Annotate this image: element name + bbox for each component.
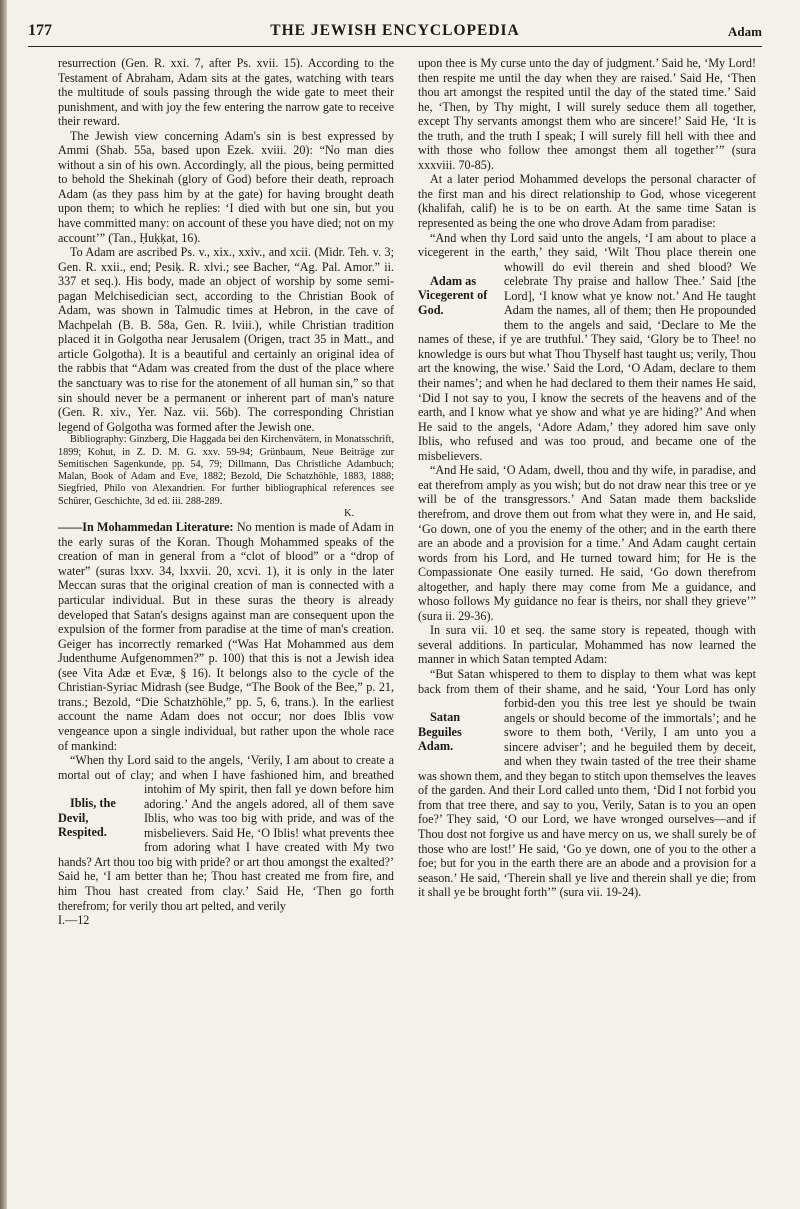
paragraph-text: “When thy Lord said to the angels, ‘Verily, I am about to create a mortal out of clay; and when I have fashioned him, and breathed into [58, 753, 394, 797]
side-note: Iblis, the Devil, Respited. [58, 796, 116, 840]
author-signature: K. [344, 508, 354, 519]
signature-mark: I.—12 [58, 913, 90, 928]
bibliography: Bibliography: Ginzberg, Die Haggada bei den Kirchenvätern, in Monatsschrift, 1899; Kohut, in Z. D. M. G. xxv. 59-94; Grünbaum, Neue Beiträge zur Semitischen Sagenkunde, pp. 54, 79; Dillmann, Das Christliche Adambuch; Malan, Book of Adam and Eve, 1882; Bezold, Die Schatzhöhle, 1883, 1888; Siegfried, Philo von Alexandrien. For further bibliographical references see Schürer, Geschichte, 3d ed. iii. 288-289. [58, 434, 394, 507]
side-note: Satan Beguiles Adam. [418, 710, 462, 754]
paragraph-text: den you this tree lest ye should be twain angels or should become of the immortals’; and he swore to them both, ‘Verily, I am unto you a sincere adviser’; and he beguiled them by deceit, and when they twain tasted of the tree their shame was shown them, and they began to stitch upon themselves the leaves of the garden. And their Lord called unto them, ‘Did I not forbid you from that tree there, and say to you, Verily, Satan is to you an open foe?’ They said, ‘O our Lord, we have wronged ourselves—and if Thou dost not forgive us and have mercy on us, we shall surely be of those who are lost!’ He said, ‘Go ye down, one of you to the other a foe; but for you in the earth there are an abode and a provision for a season.’ He said, ‘Therein shall ye live and therein shall ye die; from it shall ye be brought forth’” (sura vii. 19-24). [418, 696, 756, 900]
paragraph: The Jewish view concerning Adam's sin is best expressed by Ammi (Shab. 55a, based upon Ezek. xviii. 20): “No man dies without a sin of his own. Accordingly, all the pious, being permitted to behold the Shekinah (glory of God) before their death, reproach Adam (as they pass him by at the gate) for having brought death upon them; to which he replies: ‘I died with but one sin, but you have committed many: on account of these you have died; not on my account’” (Tan., Ḥuḳḳat, 16). [58, 128, 394, 245]
page-number: 177 [28, 22, 52, 39]
paragraph: resurrection (Gen. R. xxi. 7, after Ps. xvii. 15). According to the Testament of Abraham, Adam sits at the gates, watching with tears the multitude of souls passing through the wide gate to meet their punishment, and with joy the few entering the narrow gate to receive their reward. [58, 56, 394, 129]
paragraph [418, 231, 756, 464]
paragraph: In sura vii. 10 et seq. the same story is repeated, though with several additions. In particular, Mohammed has now learned the manner in which Satan tempted Adam: [418, 623, 756, 667]
book-title: THE JEWISH ENCYCLOPEDIA [270, 22, 520, 39]
paragraph: upon thee is My curse unto the day of judgment.’ Said he, ‘My Lord! then respite me until the day when they are raised.’ Said He, ‘Then thou art amongst the respited until the day of the stated time.’ Said he, ‘Then, by Thy might, I will surely seduce them all together, except Thy servants amongst them who are sincere!’ Said He, ‘It is the truth, and the truth I speak; I will surely fill hell with thee and with those who follow thee amongst them all together’” (sura xxxviii. 70-85). [418, 56, 756, 172]
right-column [418, 56, 756, 900]
paragraph [58, 753, 394, 913]
left-column [58, 56, 394, 928]
page-binding-edge [0, 0, 7, 1209]
paragraph: To Adam are ascribed Ps. v., xix., xxiv., and xcii. (Midr. Teh. v. 3; Gen. R. xxii., end; Pesiḳ. R. xlvi.; see Bacher, “Ag. Pal. Amor.” ii. 337 et seq.). His body, made an object of worship by some semi-pagan Melchisedician sect, according to the Christian Book of Adam, was shown in Talmudic times at Hebron, in the cave of Machpelah (B. B. 58a, Gen. R. lviii.), while Christian tradition placed it in Golgotha near Jerusalem (Origen, tract 35 in Matt., and article Golgotha). It is a beautiful and certainly an original idea of the rabbis that “Adam was created from the dust of the place where the sanctuary was to rise for the atonement of all human sin,” so that sin should never be a permanent or inherent part of man's nature (Gen. R. xiv., Yer. Naz. vii. 56b). The corresponding Christian legend of Golgotha was formed after the Jewish one. [58, 245, 394, 434]
paragraph-text: him of My spirit, then fall ye down before him adoring.’ And the angels adored, all of them save Iblis, who was too big with pride, and was of the misbelievers. Said He, ‘O Iblis! what prevents thee from adoring what I have created with My two hands? Art thou too big with pride? or art thou amongst the exalted?’ Said he, ‘I am better than he; Thou hast created me from fire, and him Thou hast created from clay.’ Said He, ‘Then go forth therefrom; for verily thou art pelted, and verily [58, 782, 394, 913]
section-heading: ——In Mohammedan Literature: [58, 520, 234, 535]
running-word: Adam [728, 24, 762, 39]
paragraph-text: “And when thy Lord said unto the angels, ‘I am about to place a vicegerent in the earth,’ they said, ‘Wilt Thou place therein one who [418, 230, 756, 274]
paragraph-text: No mention is made of Adam in the early suras of the Koran. Though Mohammed speaks of the creation of man in general from a “clot of blood” or a “drop of water” (suras lxxv. 34, lxxvii. 20, xcvi. 1), it is only in the later Meccan suras that the original creation of man is connected with a particular individual. But in these suras the theory is already developed that Satan's designs against man are consequent upon the expulsion of the former from paradise at the time of man's creation. Geiger has incorrectly remarked (“Was Hat Mohammed aus dem Judenthume Aufgenommen?” p. 100) that this is not a Jewish idea (see Vita Adæ et Evæ, § 16). It belongs also to the cycle of the Christian-Syriac Midrash (see Budge, “The Book of the Bee,” p. 21, trans.; Bezold, “Die Schatzhöhle,” pp. 5, 6, trans.). In the earliest account the name Adam does not occur; nor does Iblis vow vengeance upon a single individual, but rather upon the whole race of mankind: [58, 520, 394, 753]
paragraph-text: “But Satan whispered to them to display to them what was kept back from them of their shame, and he said, ‘Your Lord has only forbid- [418, 666, 756, 711]
paragraph [418, 667, 756, 900]
paragraph: At a later period Mohammed develops the personal character of the first man and his direct relationship to God, whose vicegerent (khalifah, calif) he is to be on earth. At the same time Satan is represented as being the one who drove Adam from paradise: [418, 172, 756, 231]
paragraph: “And He said, ‘O Adam, dwell, thou and thy wife, in paradise, and eat therefrom amply as you wish; but do not draw near this tree or ye will be of the transgressors.’ And Satan made them backslide therefrom, and drove them out from what they were in, and He said, ‘Go down, one of you the enemy of the other; and in the earth there are an abode and a provision for a time.’ And Adam caught certain words from his Lord, and He turned toward him; for He is the Compassionate One easily turned. He said, ‘Go down therefrom altogether, and haply there may come from Me a guidance, and whoso follows My guidance no fear is theirs, nor shall they grieve’” (sura ii. 29-36). [418, 463, 756, 623]
section-paragraph [58, 520, 394, 753]
running-header [28, 20, 762, 47]
paragraph-text: will do evil therein and shed blood? We celebrate Thy praise and hallow Thee.’ Said [the Lord], ‘I know what ye know not.’ And He taught Adam the names, all of them; then He propounded them to the angels and said, ‘Declare to Me the names of these, if ye are truthful.’ They said, ‘Glory be to Thee! no knowledge is ours but what Thou Thyself hast taught us; verily, Thou art the knowing, the wise.’ Said the Lord, ‘O Adam, declare to them their names’; and when he had declared to them their names He said, ‘Did I not say to you, I know the secrets of the heavens and of the earth, and I know what ye show and what ye are hiding?’ And when He said to the angels, ‘Adore Adam,’ they adored him save only Iblis, who refused and was too proud, and became one of the misbelievers. [418, 259, 756, 463]
side-note: Adam as Vicegerent of God. [418, 273, 488, 317]
